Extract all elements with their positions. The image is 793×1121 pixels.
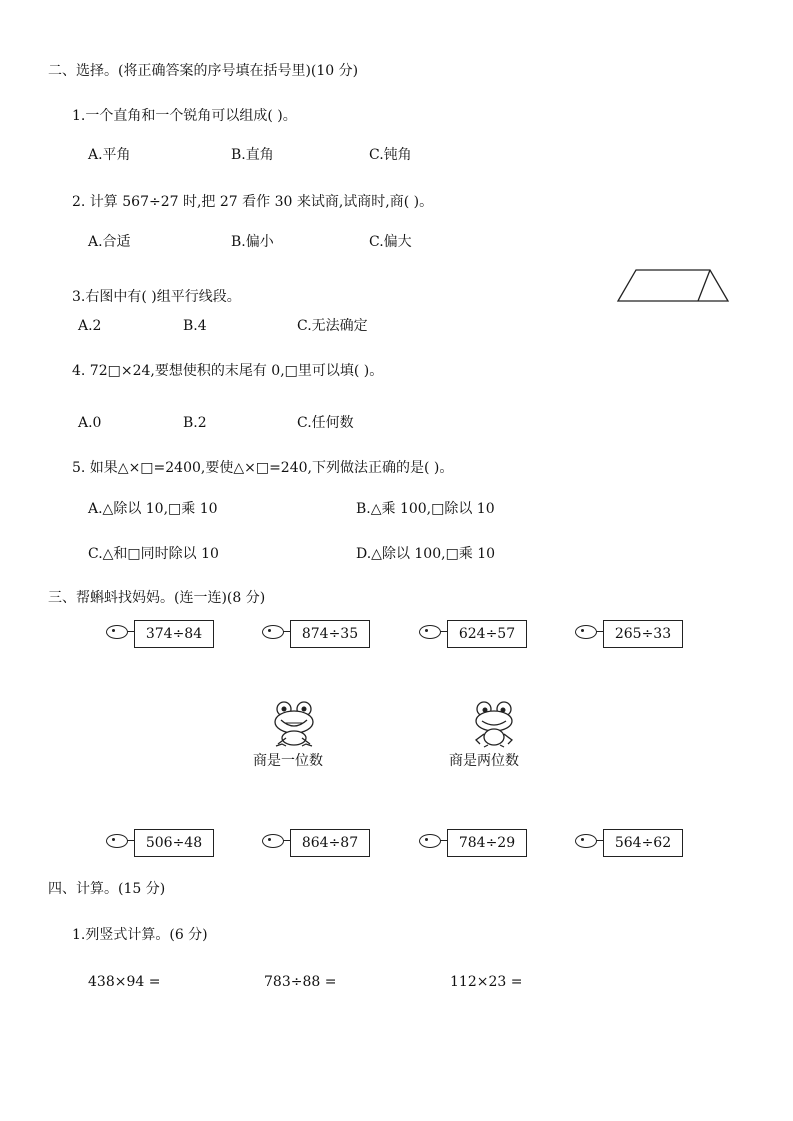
tadpole-head-icon: [419, 834, 441, 848]
tadpole-expression: 864÷87: [290, 829, 370, 857]
tadpole-4[interactable]: [575, 620, 687, 650]
q5-option-c: C.△和□同时除以 10: [88, 546, 219, 562]
question-4: 4. 72□×24,要想使积的末尾有 0,□里可以填( )。: [72, 363, 384, 379]
tadpole-6[interactable]: [262, 829, 374, 859]
tadpole-expression: 624÷57: [447, 620, 527, 648]
q2-option-c: C.偏大: [369, 234, 412, 250]
q1-option-a: A.平角: [88, 147, 131, 163]
q1-option-b: B.直角: [231, 147, 274, 163]
section-3-title: 三、帮蝌蚪找妈妈。(连一连)(8 分): [48, 590, 266, 606]
tadpole-expression: 506÷48: [134, 829, 214, 857]
q5-option-a: A.△除以 10,□乘 10: [88, 501, 218, 517]
q2-option-b: B.偏小: [231, 234, 274, 250]
tadpole-5[interactable]: [106, 829, 218, 859]
tadpole-expression: 784÷29: [447, 829, 527, 857]
tadpole-head-icon: [106, 625, 128, 639]
tadpole-expression: 265÷33: [603, 620, 683, 648]
tadpole-head-icon: [575, 834, 597, 848]
section-2-title: 二、选择。(将正确答案的序号填在括号里)(10 分): [48, 63, 359, 79]
q2-option-a: A.合适: [88, 234, 131, 250]
q5-option-b: B.△乘 100,□除以 10: [356, 501, 495, 517]
q3-option-b: B.4: [183, 318, 207, 334]
tadpole-1[interactable]: [106, 620, 218, 650]
calc-problem-2: 783÷88 =: [264, 974, 337, 990]
tadpole-8[interactable]: [575, 829, 687, 859]
section-4-title: 四、计算。(15 分): [48, 881, 166, 897]
q3-option-a: A.2: [78, 318, 102, 334]
q5-option-d: D.△除以 100,□乘 10: [356, 546, 496, 562]
question-3: 3.右图中有( )组平行线段。: [72, 289, 241, 305]
frog-label-2: 商是两位数: [449, 753, 519, 769]
section-4-sub1: 1.列竖式计算。(6 分): [72, 927, 208, 943]
tadpole-head-icon: [262, 834, 284, 848]
q4-option-b: B.2: [183, 415, 207, 431]
tadpole-expression: 564÷62: [603, 829, 683, 857]
tadpole-head-icon: [419, 625, 441, 639]
q3-option-c: C.无法确定: [297, 318, 368, 334]
tadpole-expression: 874÷35: [290, 620, 370, 648]
tadpole-2[interactable]: [262, 620, 374, 650]
tadpole-7[interactable]: [419, 829, 531, 859]
trapezoid-figure: [616, 268, 732, 304]
tadpole-3[interactable]: [419, 620, 531, 650]
question-5: 5. 如果△×□=2400,要使△×□=240,下列做法正确的是( )。: [72, 460, 454, 476]
q1-option-c: C.钝角: [369, 147, 412, 163]
question-2: 2. 计算 567÷27 时,把 27 看作 30 来试商,试商时,商( )。: [72, 194, 434, 210]
question-1: 1.一个直角和一个锐角可以组成( )。: [72, 108, 297, 124]
q4-option-a: A.0: [78, 415, 102, 431]
q4-option-c: C.任何数: [297, 415, 354, 431]
frog-icon: [470, 700, 518, 748]
tadpole-head-icon: [575, 625, 597, 639]
tadpole-expression: 374÷84: [134, 620, 214, 648]
frog-label-1: 商是一位数: [253, 753, 323, 769]
tadpole-head-icon: [262, 625, 284, 639]
tadpole-head-icon: [106, 834, 128, 848]
frog-icon: [270, 700, 318, 748]
calc-problem-1: 438×94 =: [88, 974, 161, 990]
calc-problem-3: 112×23 =: [450, 974, 523, 990]
